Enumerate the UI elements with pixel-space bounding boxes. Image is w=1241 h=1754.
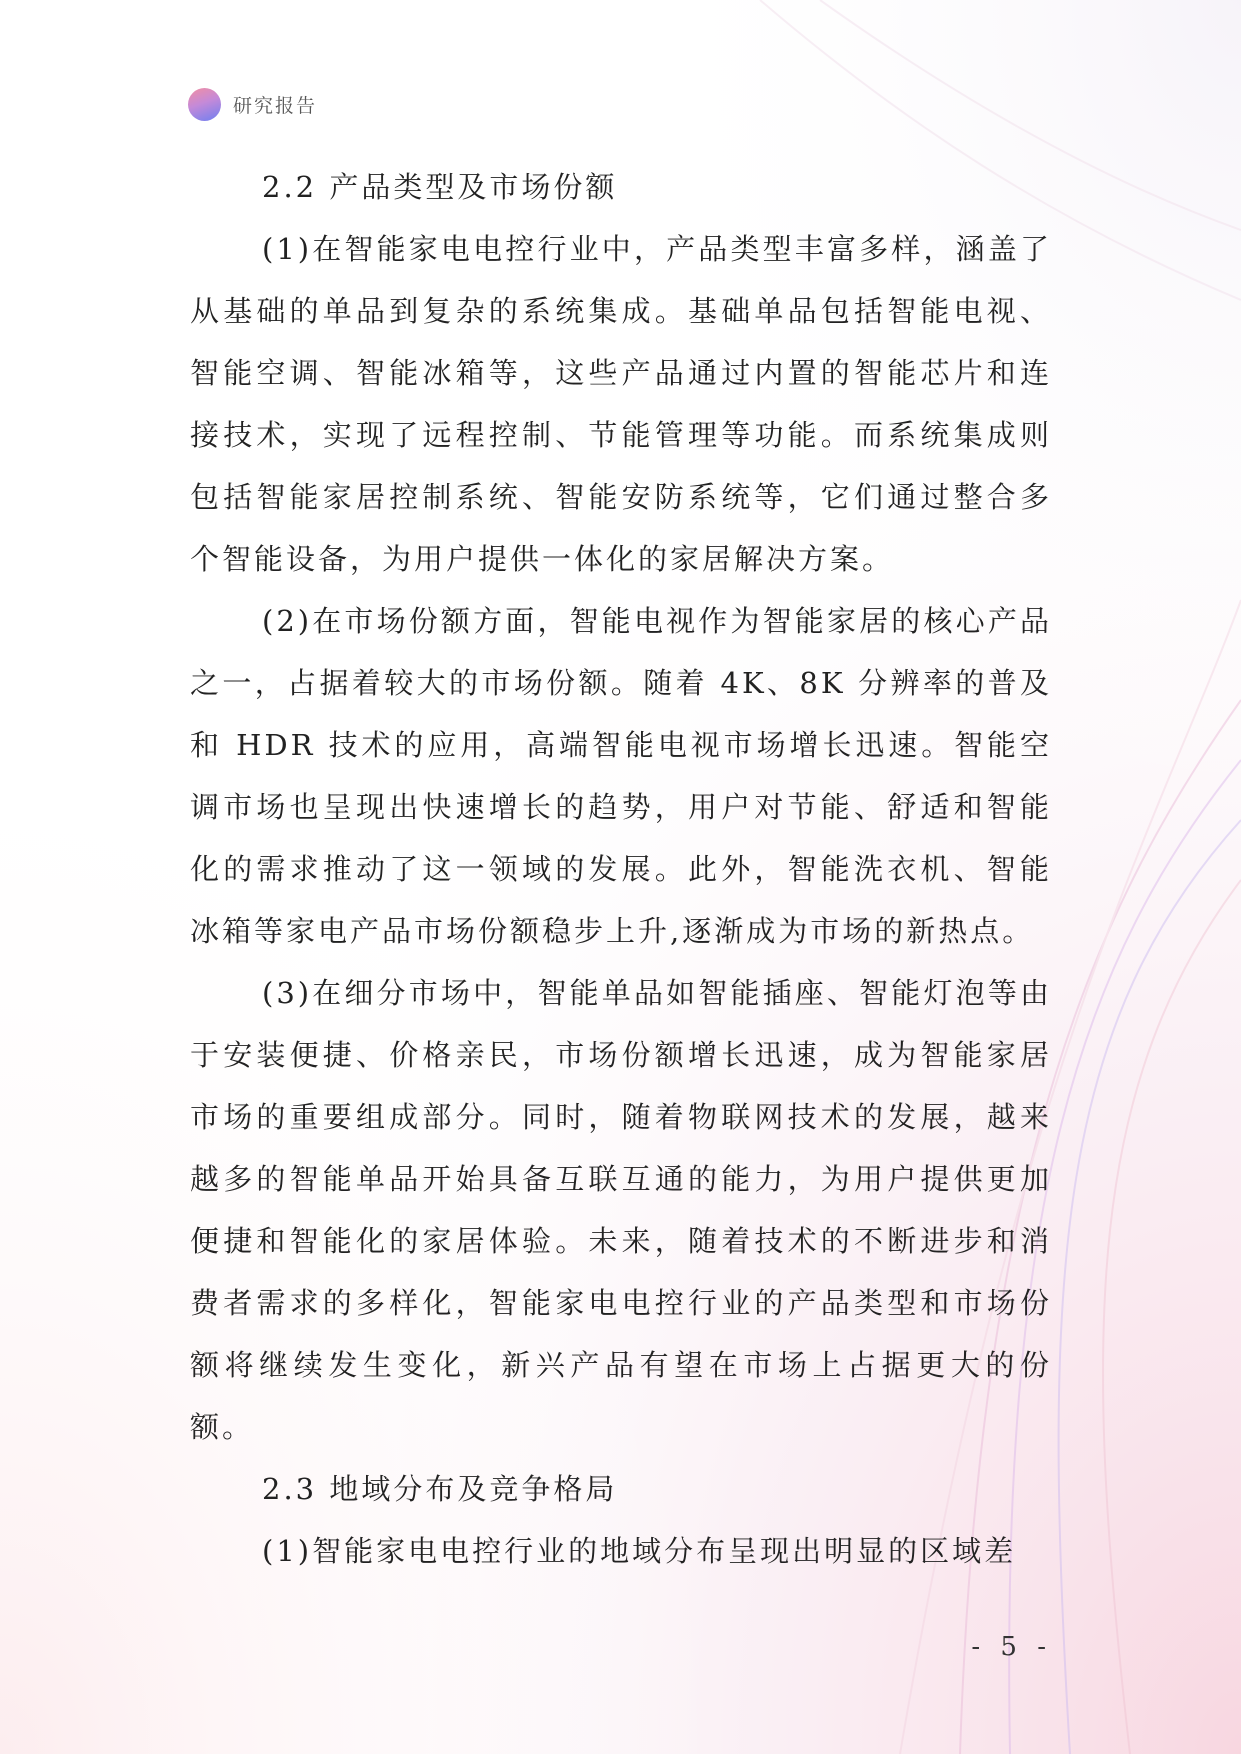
report-header (188, 88, 317, 121)
paragraph: (3)在细分市场中，智能单品如智能插座、智能灯泡等由于安装便捷、价格亲民，市场份额增长迅速，成为智能家居市场的重要组成部分。同时，随着物联网技术的发展，越来越多的智能单品开始具备互联互通的能力，为用户提供更加便捷和智能化的家居体验。未来，随着技术的不断进步和消费者需求的多样化，智能家电电控行业的产品类型和市场份额将继续发生变化，新兴产品有望在市场上占据更大的份额。 (190, 976, 1052, 1444)
page-number: - 5 - (971, 1632, 1052, 1662)
logo-circle-icon (188, 88, 221, 121)
document-body (190, 156, 1052, 1582)
paragraph: (1)智能家电电控行业的地域分布呈现出明显的区域差 (262, 1534, 1017, 1568)
header-label: 研究报告 (233, 95, 318, 117)
section-heading: 2.3 地域分布及竞争格局 (262, 1472, 618, 1506)
section-heading: 2.2 产品类型及市场份额 (262, 170, 618, 204)
paragraph: (2)在市场份额方面，智能电视作为智能家居的核心产品之一，占据着较大的市场份额。随着 4K、8K 分辨率的普及和 HDR 技术的应用，高端智能电视市场增长迅速。智能空调市场也呈现出快速增长的趋势，用户对节能、舒适和智能化的需求推动了这一领域的发展。此外，智能洗衣机、智能冰箱等家电产品市场份额稳步上升,逐渐成为市场的新热点。 (190, 604, 1052, 948)
paragraph: (1)在智能家电电控行业中，产品类型丰富多样，涵盖了从基础的单品到复杂的系统集成。基础单品包括智能电视、智能空调、智能冰箱等，这些产品通过内置的智能芯片和连接技术，实现了远程控制、节能管理等功能。而系统集成则包括智能家居控制系统、智能安防系统等，它们通过整合多个智能设备，为用户提供一体化的家居解决方案。 (190, 232, 1052, 576)
